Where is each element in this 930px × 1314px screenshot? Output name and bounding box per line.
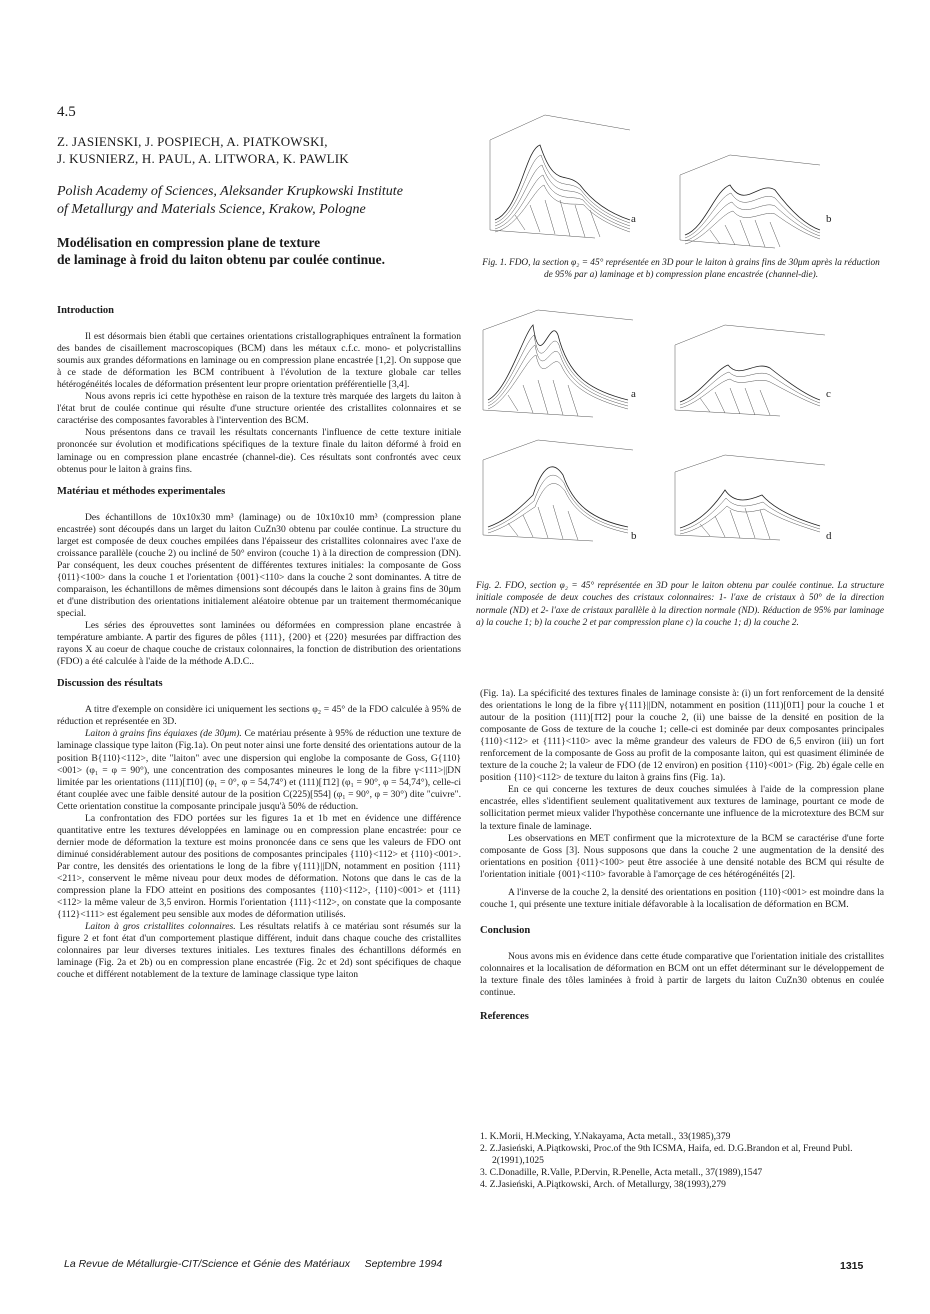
figure-2-label-a: a bbox=[631, 388, 636, 400]
right-paragraph-1: (Fig. 1a). La spécificité des textures finales de laminage consiste à: (i) un fort renforcement de la densité des orientations le long de la fibre γ{111}||DN, notamment en position (111)[01̄1] pour la couche 1 et autour de la position (111)[1̄1̄2] pour la couche 2, (ii) une baisse de la densité en position de la composante de Goss de texture de la couche 1; celle-ci est dominée par deux composantes principales {110}<112> et {111}<110> avec la même grandeur des valeurs de FDO de 6,5 environ (iii) un fort renforcement de la composante de Goss au profit de la composante laiton, qui est quasiment éliminée de texture de la couche 2; la valeur de FDO (de 12 environ) en position {110}<001> (Fig. 2b) égale celle en position {110}<112> de texture du laiton à grains fins (Fig. 1a). bbox=[480, 688, 884, 784]
figure-2-plot-d bbox=[670, 450, 830, 545]
title-line-2: de laminage à froid du laiton obtenu par coulée continue. bbox=[57, 252, 386, 267]
right-paragraph-4: A l'inverse de la couche 2, la densité des orientations en position {110}<001> est moindre dans la couche 1, qui présente une texture initiale défavorable à la localisation de déformation en BCM. bbox=[480, 886, 884, 910]
references-heading: References bbox=[480, 1011, 529, 1023]
figure-1-label-a: a bbox=[631, 213, 636, 225]
discussion-paragraph-4-lead: Laiton à gros cristallites colonnaires. bbox=[85, 921, 236, 933]
discussion-paragraph-4-text: Les résultats relatifs à ce matériau sont résumés sur la figure 2 et font état d'un comportement plastique différent, induit dans chaque couche des cristallites colonnaires par leur diverses textures initiales. Les textures finales des échantillons déformés en laminage (Fig. 2a et 2b) ou en compression plane encastrée (Fig. 2c et 2d) sont spécifiques de chaque couche et différent notablement de la texture de laminage classique type laiton bbox=[57, 921, 461, 981]
figure-2-plot-c bbox=[670, 320, 830, 420]
figure-2-label-d: d bbox=[826, 530, 832, 542]
intro-paragraph-3: Nous présentons dans ce travail les résultats concernants l'influence de cette texture initiale prononcée sur évolution et modifications spécifiques de la texture finale du laiton déformé à froid en laminage ou en compression plane encastrée (channel-die). Ces résultats sont confrontés avec ceux obtenus pour le laiton à grains fins. bbox=[57, 427, 461, 475]
discussion-paragraph-2-lead: Laiton à grains fins équiaxes (de 30μm). bbox=[85, 728, 242, 740]
figure-2-plot-a bbox=[478, 305, 638, 420]
figure-2-caption: Fig. 2. FDO, section φ₂ = 45° représentée en 3D pour le laiton obtenu par coulée continue. La structure initiale composée de deux couches des cristaux colonnaires: 1- l'axe de cristaux à 50° de la direction normale (ND) et 2- l'axe de cristaux parallèle à la direction normale (ND). Réduction de 95% par laminage a) la couche 1; b) la couche 2 et par compression plane c) la couche 1; d) la couche 2. bbox=[476, 581, 884, 628]
intro-heading: Introduction bbox=[57, 305, 114, 316]
right-paragraph-2: En ce qui concerne les textures de deux couches simulées à l'aide de la compression plane encastrée, elles s'identifient seulement qualitativement aux textures de laminage, pourtant ce mode de sollicitation permet mieux valider l'hypothèse concernante une influence de la microtexture des BCM sur la texture finale de laminage. bbox=[480, 784, 884, 832]
discussion-paragraph-1: A titre d'exemple on considère ici uniquement les sections φ₂ = 45° de la FDO calculée à 95% de réduction et représentée en 3D. bbox=[57, 704, 461, 728]
methods-paragraph-1: Des échantillons de 10x10x30 mm³ (laminage) ou de 10x10x10 mm³ (compression plane encastrée) sont découpés dans un larget du laiton CuZn30 obtenu par coulée continue. La structure du larget est composée de deux couches empilées dans l'épaisseur des cristallites colonnaires avec l'axe de croissance parallèle (couche 2) ou incliné de 50° environ (couche 1) à la direction de compression (DN). Par conséquent, les deux couches présentent de différentes textures initiales: la composante de Goss {011}<100> dans la couche 1 et l'orientation {001}<110> dans la couche 2 sont dominantes. A titre de comparaison, les échantillons de mêmes dimensions sont découpés dans le laiton à grains fins de 30μm et d'une distribution des orientations initialement aléatoire obtenue par un traitement thermomécanique special. bbox=[57, 511, 461, 620]
authors-line-2: J. KUSNIERZ, H. PAUL, A. LITWORA, K. PAWLIK bbox=[57, 151, 349, 166]
affiliation bbox=[57, 183, 447, 219]
affiliation-line-1: Polish Academy of Sciences, Aleksander Krupkowski Institute bbox=[57, 184, 403, 199]
figure-1-plot-a bbox=[485, 110, 635, 240]
intro-paragraph-1: Il est désormais bien établi que certaines orientations cristallographiques entraînent la formation des bandes de cisaillement macroscopiques (BCM) dans les métaux c.f.c. mono- et polycristallins soumis aux grandes déformations en laminage ou en compression plane encastrée [1,2]. On suppose que à ce stade de déformation les BCM contribuent à l'évolution de la texture globale car telles hétérogénéités locales de déformation présentent leur propre orientation préférentielle [3,4]. bbox=[57, 331, 461, 391]
methods-heading: Matériau et méthodes experimentales bbox=[57, 485, 226, 497]
conclusion-paragraph: Nous avons mis en évidence dans cette étude comparative que l'orientation initiale des cristallites colonnaires et la localisation de déformation en BCM ont un effet déterminant sur le développement de la texture finale des tôles laminées à froid à partir de largets du laiton CuZn30 obtenus en coulée continue. bbox=[480, 950, 884, 999]
section-number: 4.5 bbox=[57, 104, 76, 120]
right-paragraph-3: Les observations en MET confirment que la microtexture de la BCM se caractérise d'une forte composante de Goss [3]. Nous supposons que dans la couche 2 une augmentation de la densité des orientations en position {011}<100> peut être associée à une densité notable des BCM qui résulte de l'orientation initiale {001}<110> favorable à l'amorçage de ces hétérogénéités [2]. bbox=[480, 832, 884, 880]
conclusion-heading: Conclusion bbox=[480, 924, 531, 936]
discussion-heading: Discussion des résultats bbox=[57, 678, 163, 690]
title-line-1: Modélisation en compression plane de texture bbox=[57, 235, 321, 250]
page-number: 1315 bbox=[840, 1260, 864, 1272]
discussion-paragraph-3: La confrontation des FDO portées sur les figures 1a et 1b met en évidence une différence quantitative entre les textures développées en laminage ou en compression plane encastrée: pour ce dernier mode de déformation la texture est moins prononcée dans ce sens que les valeurs de FDO ont diminué considérablement autour des positions de composantes principales {110}<112> et {110}<001>. Par contre, les densités des orientations le long de la fibre γ{111}||DN, notamment en position {111}<211>, conservent le même niveau pour deux modes de déformation. Notons que dans le cas de la compression plane la FDO atteint en positions des composantes {110}<112>, {110}<001> et {111}<112> la même valeur de 3,5 environ. Hormis l'orientation {111}<112>, on constate que la composante {112}<111> est également peu sensible aux modes de déformation utilisés. bbox=[57, 812, 461, 921]
paper-title bbox=[57, 234, 457, 268]
figure-2-label-c: c bbox=[826, 388, 831, 400]
journal-footer: La Revue de Métallurgie-CIT/Science et Génie des Matériaux Septembre 1994 bbox=[64, 1258, 443, 1270]
intro-paragraph-2: Nous avons repris ici cette hypothèse en raison de la texture très marquée des largets du laiton à l'état brut de coulée continue qui résulte d'une structure orientée des cristallites colonnaires et se caractérise des composantes favorables à l'intervention des BCM. bbox=[57, 391, 461, 427]
reference-item: 2. Z.Jasieński, A.Piątkowski, Proc.of the 9th ICSMA, Haifa, ed. D.G.Brandon et al, Freund Publ. 2(1991),1025 bbox=[480, 1143, 853, 1166]
references-list bbox=[480, 1131, 880, 1191]
figure-1-label-b: b bbox=[826, 213, 832, 225]
discussion-paragraph-2 bbox=[57, 728, 461, 812]
discussion-paragraph-4 bbox=[57, 921, 461, 981]
figure-1-plot-b bbox=[675, 150, 825, 250]
affiliation-line-2: of Metallurgy and Materials Science, Krakow, Pologne bbox=[57, 202, 366, 217]
left-column bbox=[57, 305, 461, 981]
reference-item: 4. Z.Jasieński, A.Piątkowski, Arch. of Metallurgy, 38(1993),279 bbox=[480, 1179, 726, 1190]
authors-line-1: Z. JASIENSKI, J. POSPIECH, A. PIATKOWSKI, bbox=[57, 134, 328, 149]
discussion-paragraph-2-text: Ce matériau présente à 95% de réduction une texture de laminage classique type laiton (Fig.1a). On peut noter ainsi une forte densité des orientations autour de la position B{110}<112>, dite "laiton" avec une dispersion qui englobe la composante de Goss, G{110}<001> (φ₁ = φ = 90°), une concentration des composantes mineures le long de la fibre γ<111>||DN limitée par les orientations (111)[1̄10] (φ₁ = 0°, φ = 54,74°) et (111)[1̄12] (φ₁ = 90°, φ = 54,74°), celle-ci étant couplée avec une faible densité autour de la position C(225)[5̄54] (φ₁ = 90°, φ = 30°) dite "cuivre". Cette orientation constitue la composante principale jusqu'à 50% de réduction. bbox=[57, 728, 461, 812]
figure-1-caption: Fig. 1. FDO, la section φ₂ = 45° représentée en 3D pour le laiton à grains fins de 30μm après la réduction de 95% par a) laminage et b) compression plane encastrée (channel-die). bbox=[482, 258, 880, 281]
reference-item: 1. K.Morii, H.Mecking, Y.Nakayama, Acta metall., 33(1985),379 bbox=[480, 1131, 731, 1142]
figure-2-plot-b bbox=[478, 435, 638, 545]
reference-item: 3. C.Donadille, R.Valle, P.Dervin, R.Penelle, Acta metall., 37(1989),1547 bbox=[480, 1167, 763, 1178]
right-column bbox=[480, 688, 884, 1023]
figure-2-label-b: b bbox=[631, 530, 637, 542]
methods-paragraph-2: Les séries des éprouvettes sont laminées ou déformées en compression plane encastrée à température ambiante. A partir des figures de pôles {111}, {200} et {220} mesurées par diffraction des rayons X au coeur de chaque couche de cristaux colonnaires, la fonction de distribution des orientations (FDO) a été calculée à l'aide de la méthode A.D.C.. bbox=[57, 620, 461, 668]
authors bbox=[57, 133, 437, 167]
